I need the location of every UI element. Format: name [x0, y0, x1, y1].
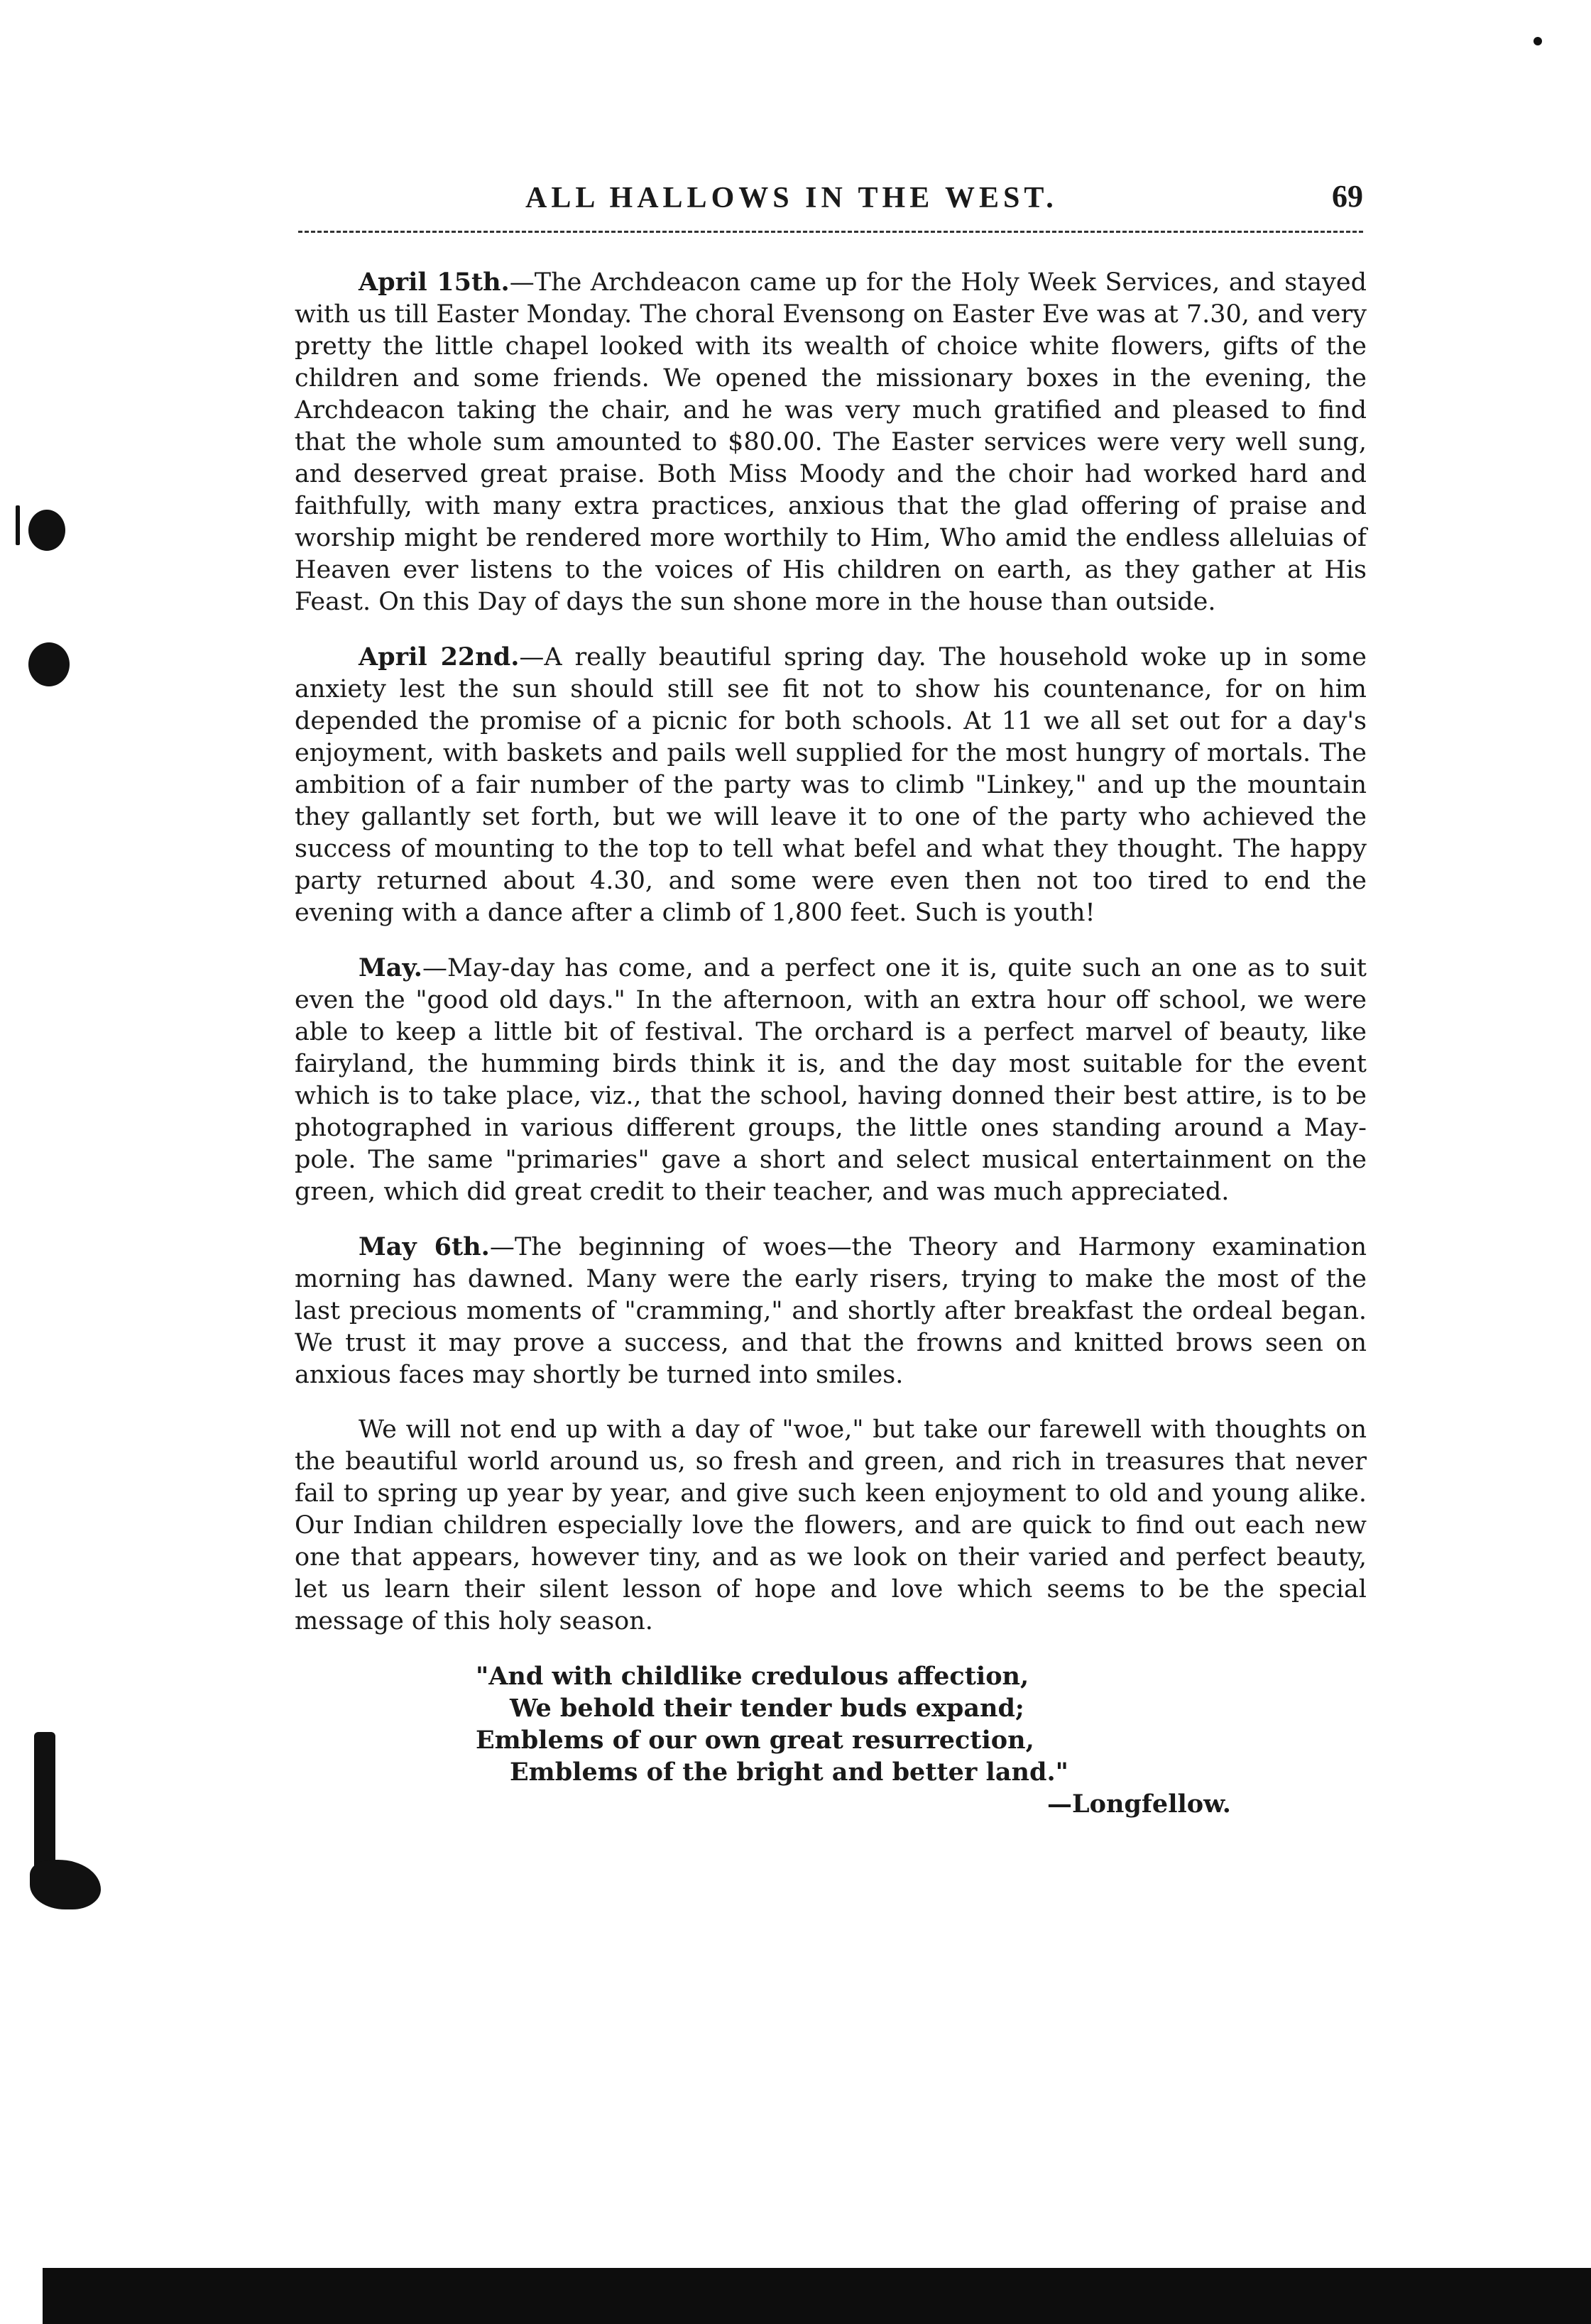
page-header — [298, 181, 1363, 231]
margin-ink-mark — [16, 505, 20, 545]
margin-ink-blot — [30, 1860, 101, 1909]
poem-line: Emblems of our own great resurrection, — [476, 1726, 1034, 1755]
entry-text: —A really beautiful spring day. The household woke up in some anxiety lest the sun should still see fit not to show his countenance, for on him depended the promise of a picnic for both schools. At 11 we all set out for a day's enjoyment, with baskets and pails well supplied for the most hungry of mortals. The ambition of a fair number of the party was to climb "Linkey," and up the mountain they gallantly set forth, but we will leave it to one of the party who achieved the success of mounting to the top to tell what befel and what they thought. The happy party returned about 4.30, and some were even then not too tired to end the evening with a dance after a climb of 1,800 feet. Such is youth! — [295, 643, 1367, 927]
poem-line: "And with childlike credulous affection, — [476, 1662, 1029, 1691]
diary-entry — [295, 266, 1367, 618]
diary-entry — [295, 1231, 1367, 1391]
diary-entry — [295, 952, 1367, 1208]
diary-entry — [295, 641, 1367, 929]
page-number: 69 — [1332, 179, 1363, 214]
entry-text: —May-day has come, and a perfect one it is, quite such an one as to suit even the "good old days." In the afternoon, with an extra hour off school, we were able to keep a little bit of festival. The orchard is a perfect marvel of beauty, like fairyland, the humming birds think it is, and the day most suitable for the event which is to take place, viz., that the school, having donned their best attire, is to be photographed in various different groups, the little ones standing around a May-pole. The same "primaries" gave a short and select musical entertainment on the green, which did great credit to their teacher, and was much appreciated. — [295, 954, 1367, 1206]
poem-line: Emblems of the bright and better land." — [510, 1758, 1068, 1787]
entry-text: —The beginning of woes—the Theory and Harmony examination morning has dawned. Many were the early risers, trying to make the most of the last precious moments of "cramming," and shortly after breakfast the ordeal began. We trust it may prove a success, and that the frowns and knitted brows seen on anxious faces may shortly be turned into smiles. — [295, 1233, 1367, 1389]
scan-speck — [1533, 37, 1542, 45]
entry-date: May. — [359, 953, 422, 982]
poem-quotation — [476, 1660, 1367, 1788]
entry-text: —The Archdeacon came up for the Holy Week Services, and stayed with us till Easter Monday. The choral Evensong on Easter Eve was at 7.30, and very pretty the little chapel looked with its wealth of choice white flowers, gifts of the children and some friends. We opened the missionary boxes in the evening, the Archdeacon taking the chair, and he was very much gratified and pleased to find that the whole sum amounted to $80.00. The Easter services were very well sung, and deserved great praise. Both Miss Moody and the choir had worked hard and faithfully, with many extra practices, anxious that the glad offering of praise and worship might be rendered more worthily to Him, Who amid the endless alleluias of Heaven ever listens to the voices of His children on earth, as they gather at His Feast. On this Day of days the sun shone more in the house than outside. — [295, 268, 1367, 616]
poem-line: We behold their tender buds expand; — [510, 1694, 1024, 1723]
entry-date: April 15th. — [359, 268, 510, 297]
margin-ink-blot — [28, 642, 70, 686]
scan-edge-bar — [43, 2268, 1591, 2324]
running-title: ALL HALLOWS IN THE WEST. — [525, 182, 1058, 214]
poem-attribution: —Longfellow. — [1047, 1789, 1231, 1819]
header-rule — [298, 231, 1363, 233]
closing-paragraph: We will not end up with a day of "woe," but take our farewell with thoughts on the beautiful world around us, so fresh and green, and rich in treasures that never fail to spring up year by year, and give such keen enjoyment to old and young alike. Our Indian children especially love the flowers, and are quick to find out each new one that appears, however tiny, and as we look on their varied and perfect beauty, let us learn their silent lesson of hope and love which seems to be the special message of this holy season. — [295, 1415, 1367, 1635]
entry-date: April 22nd. — [359, 642, 520, 672]
margin-ink-blot — [28, 510, 65, 551]
article-body — [295, 266, 1367, 1819]
entry-date: May 6th. — [359, 1232, 490, 1261]
